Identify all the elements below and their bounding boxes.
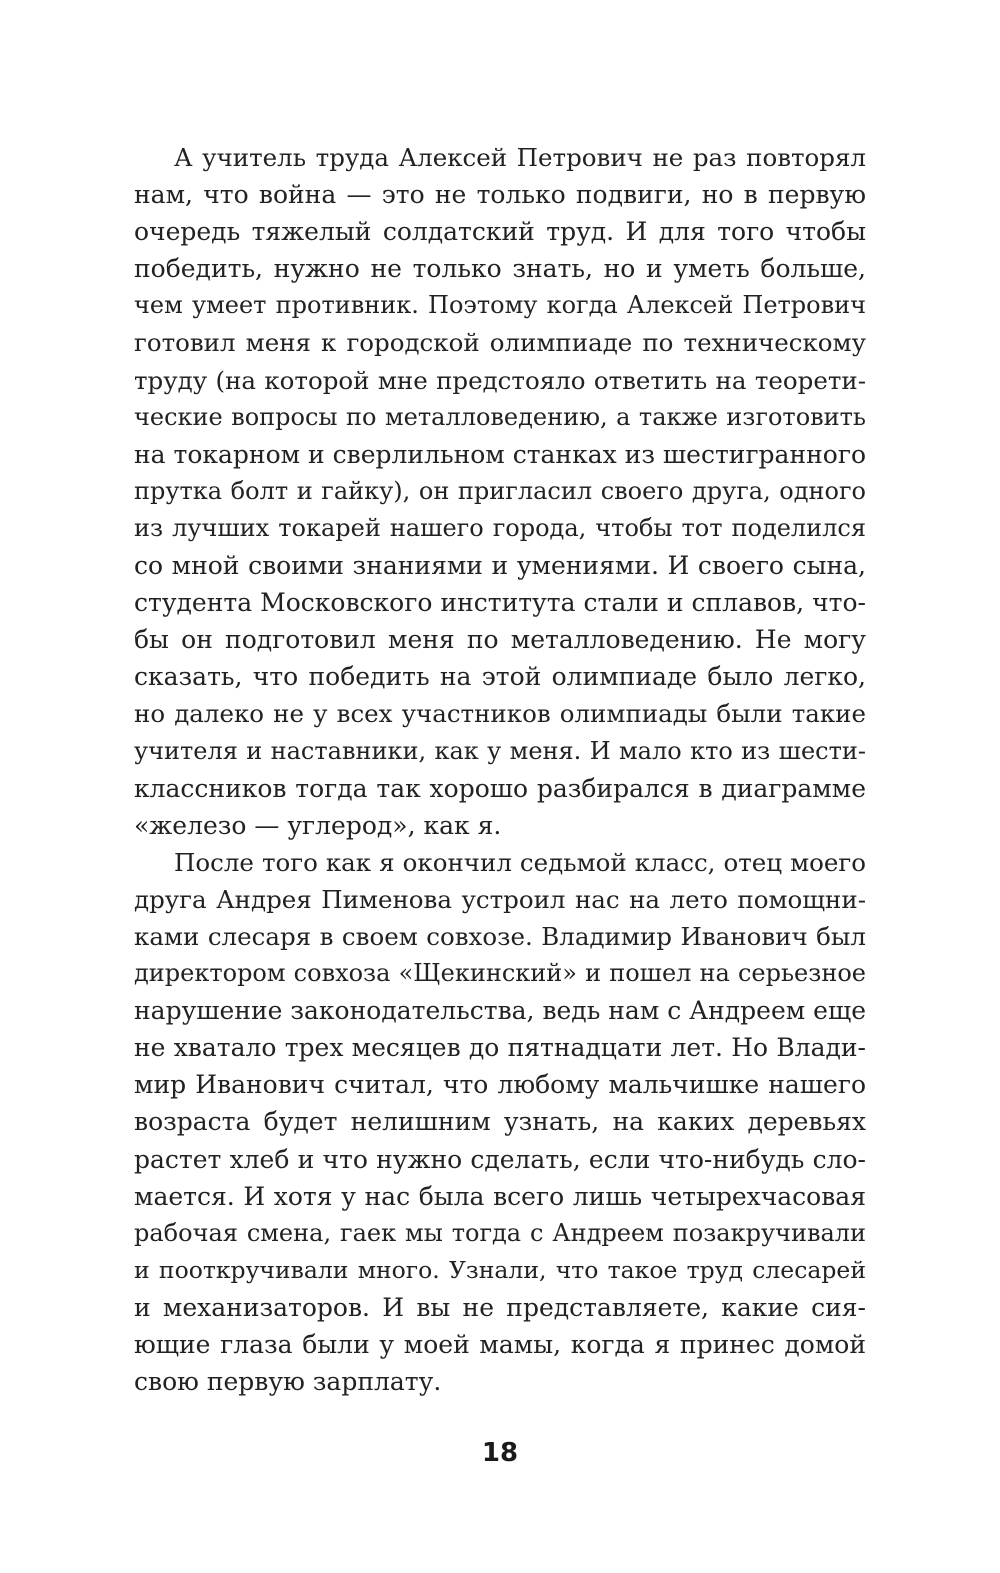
text-line: и пооткручивали много. Узнали, что такое труд слесарей (134, 1255, 866, 1284)
paragraph (134, 844, 866, 1400)
text-line: не хватало трех месяцев до пятнадцати лет. Но Влади- (134, 1033, 866, 1063)
text-line: нарушение законодательства, ведь нам с Андреем еще (134, 996, 866, 1026)
body-text (134, 139, 866, 1400)
text-line: возраста будет нелишним узнать, на каких деревьях (134, 1107, 866, 1137)
text-line: готовил меня к городской олимпиаде по техническому (134, 328, 866, 358)
text-line: ческие вопросы по металловедению, а также изготовить (134, 402, 866, 431)
text-line: но далеко не у всех участников олимпиады были такие (134, 699, 866, 729)
text-line: После того как я окончил седьмой класс, отец моего (174, 847, 866, 877)
text-line: мир Иванович считал, что любому мальчишке нашего (134, 1070, 866, 1100)
page-number: 18 (481, 1438, 519, 1468)
text-line: чем умеет противник. Поэтому когда Алексей Петрович (134, 291, 866, 320)
text-line: классников тогда так хорошо разбирался в диаграмме (134, 773, 866, 803)
text-line: нам, что война — это не только подвиги, но в первую (134, 180, 866, 210)
text-line: учителя и наставники, как у меня. И мало кто из шести- (134, 736, 866, 765)
text-line: «железо — углерод», как я. (134, 810, 502, 840)
paragraph (134, 139, 866, 844)
text-line: директором совхоза «Щекинский» и пошел на серьезное (134, 959, 866, 988)
text-line: сказать, что победить на этой олимпиаде было легко, (134, 662, 866, 692)
text-line: на токарном и сверлильном станках из шестигранного (134, 439, 866, 469)
text-line: ющие глаза были у моей мамы, когда я принес домой (134, 1330, 866, 1359)
text-line: А учитель труда Алексей Петрович не раз повторял (174, 143, 866, 172)
text-line: студента Московского института стали и сплавов, что- (134, 588, 866, 618)
text-line: бы он подготовил меня по металловедению. Не могу (134, 625, 866, 655)
text-line: труду (на которой мне предстояло ответить на теорети- (134, 365, 866, 395)
text-line: из лучших токарей нашего города, чтобы тот поделился (134, 513, 866, 542)
text-line: мается. И хотя у нас была всего лишь четырехчасовая (134, 1181, 866, 1211)
text-line: растет хлеб и что нужно сделать, если что-нибудь сло- (134, 1144, 866, 1174)
text-line: прутка болт и гайку), он пригласил своего друга, одного (134, 476, 866, 505)
text-line: ками слесаря в своем совхозе. Владимир Иванович был (134, 921, 866, 951)
text-line: очередь тяжелый солдатский труд. И для того чтобы (134, 217, 866, 247)
text-line: победить, нужно не только знать, но и уметь больше, (134, 254, 866, 284)
text-line: рабочая смена, гаек мы тогда с Андреем позакручивали (134, 1218, 866, 1247)
text-line: со мной своими знаниями и умениями. И своего сына, (134, 551, 866, 581)
text-line: друга Андрея Пименова устроил нас на лето помощни- (134, 884, 866, 914)
text-line: и механизаторов. И вы не представляете, какие сия- (134, 1292, 866, 1322)
text-line: свою первую зарплату. (134, 1367, 442, 1397)
